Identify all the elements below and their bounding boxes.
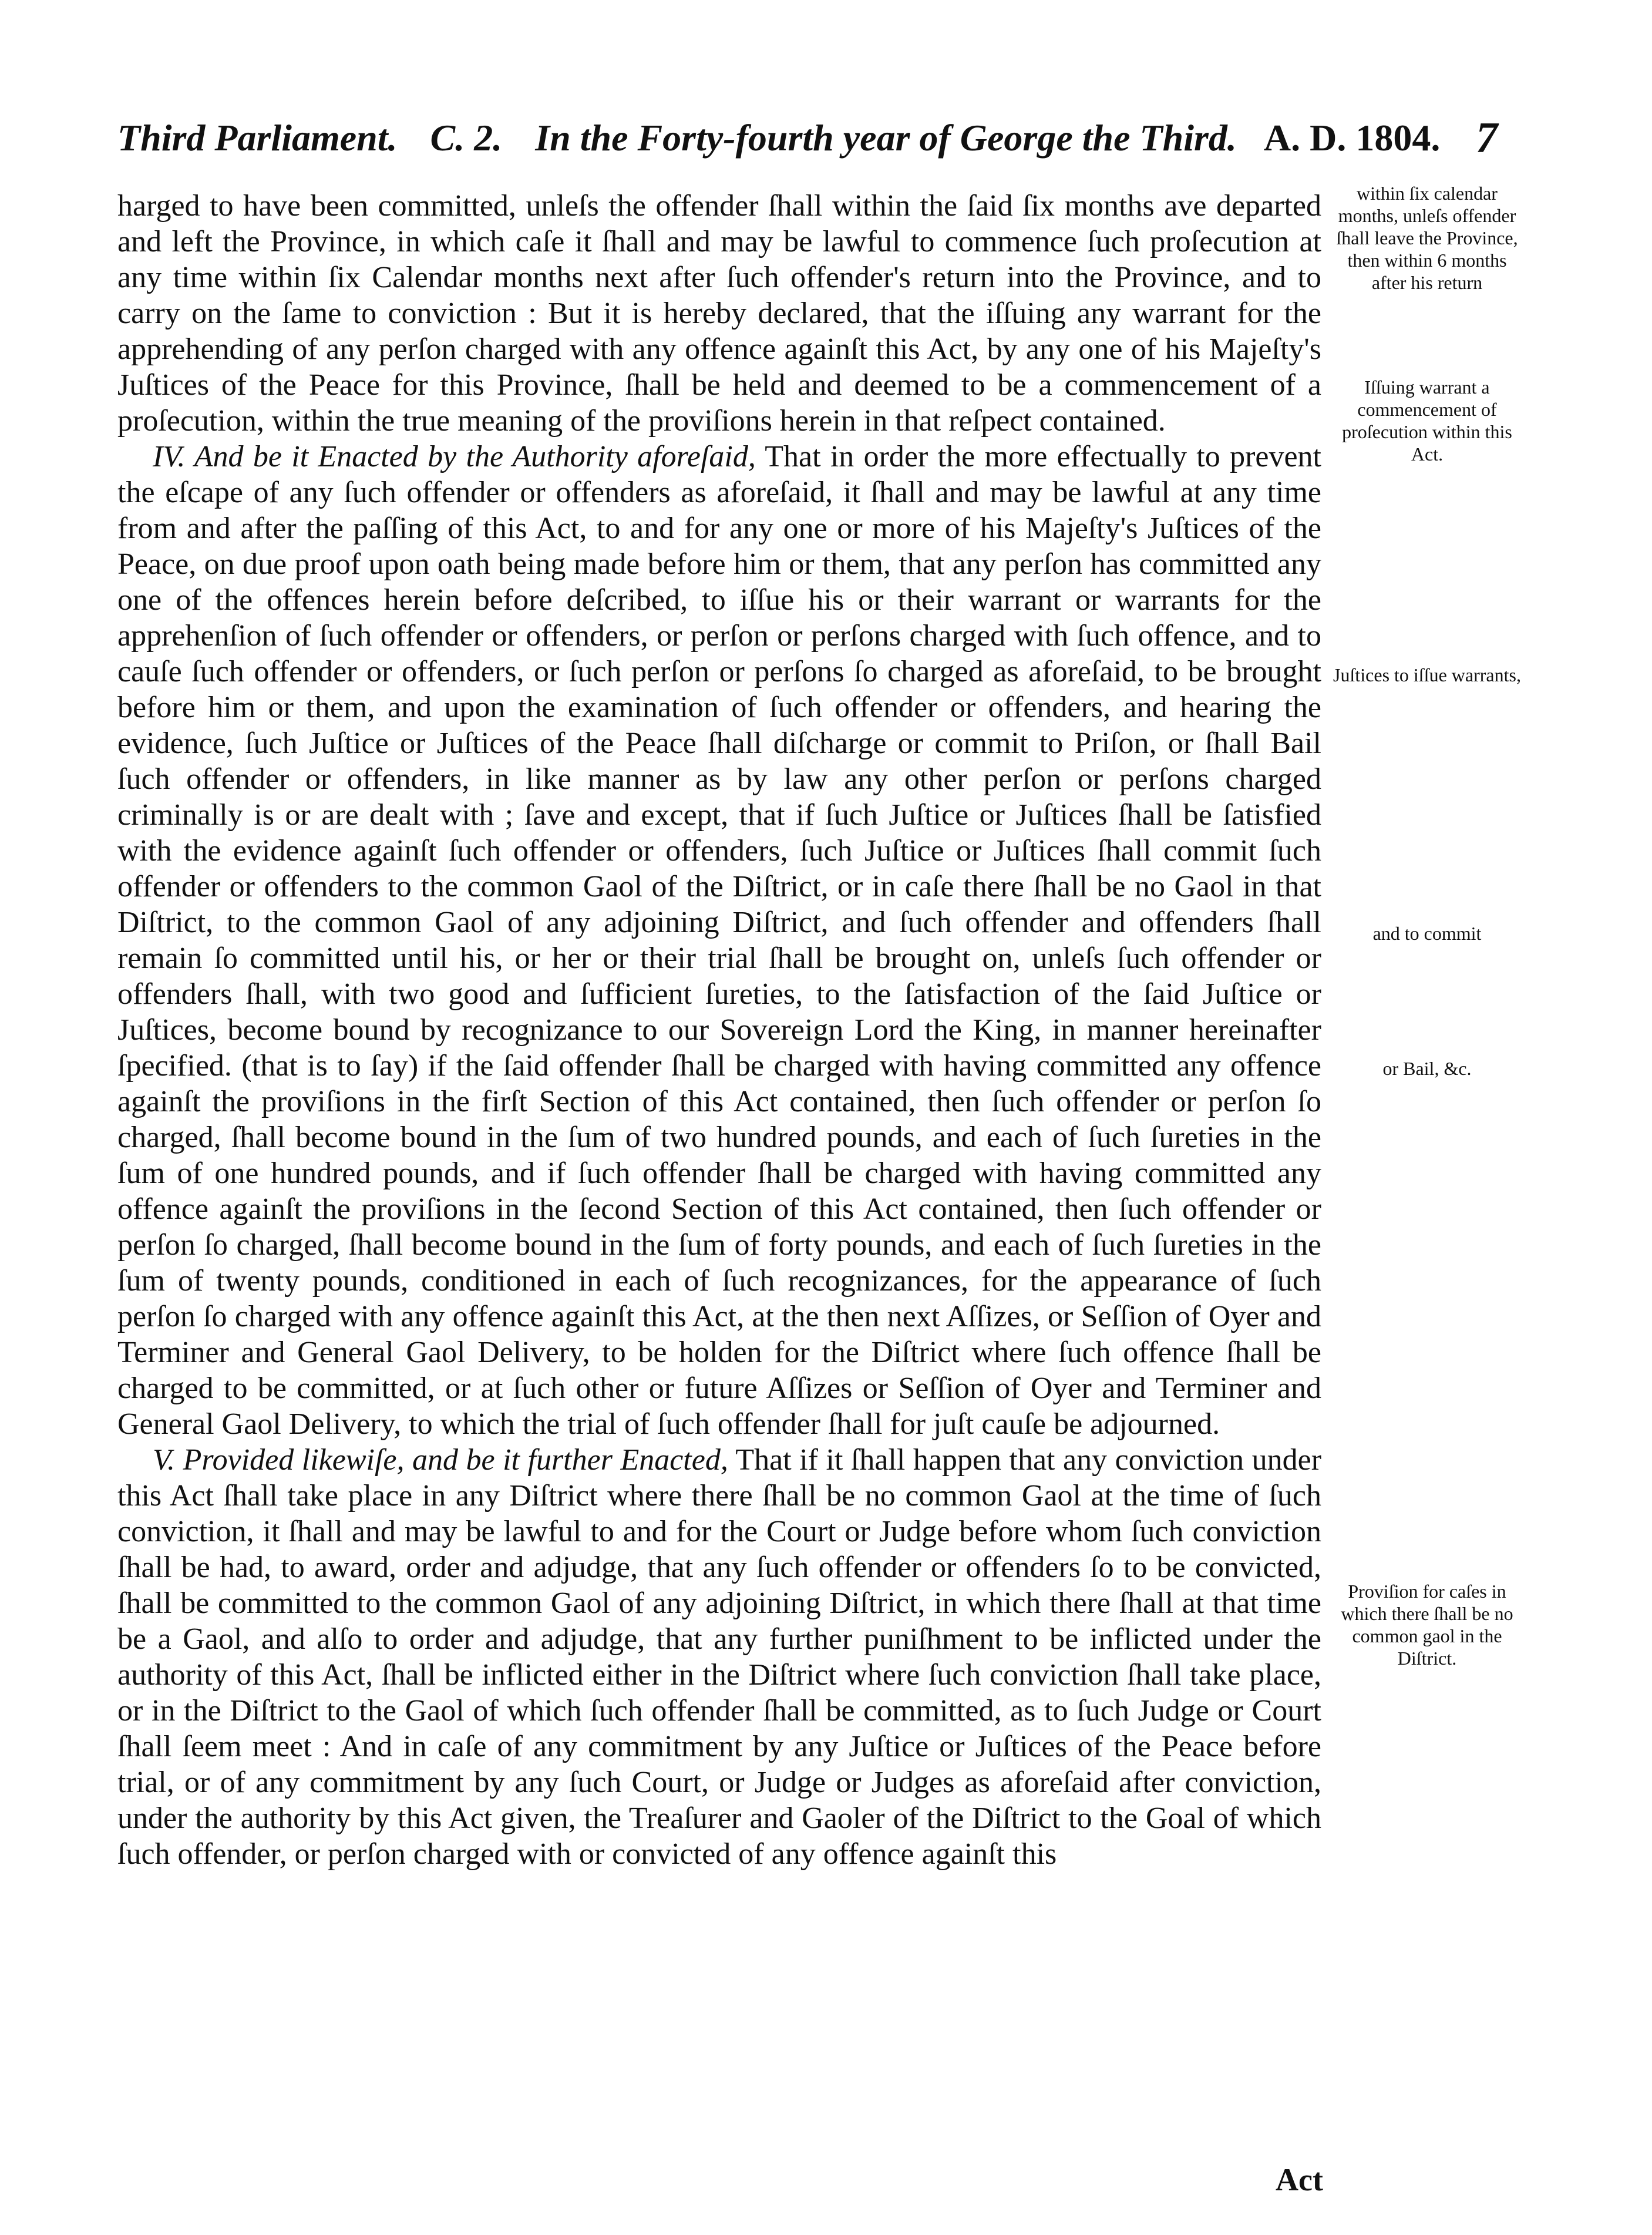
header-title: In the Forty-fourth year of George the Third.: [535, 117, 1237, 159]
margin-note: Proviſion for caſes in which there ſhall be no common gaol in the Diſtrict.: [1341, 1581, 1513, 1669]
margin-note: Juſtices to iſſue warrants,: [1333, 664, 1521, 685]
margin-note: within ſix calendar months, unleſs offender ſhall leave the Province, then within 6 months after his return: [1336, 183, 1518, 293]
header-chapter: C. 2.: [430, 117, 503, 159]
section-5-enacting-clause: V. Provided likewiſe, and be it further Enacted,: [153, 1443, 728, 1477]
header-parliament: Third Parliament.: [117, 117, 398, 159]
section-5-text: That if it ſhall happen that any conviction under this Act ſhall take place in any Diſtrict where there ſhall be no common Gaol at the time of ſuch conviction, it ſhall and may be lawful to and for the Court or Judge before whom ſuch conviction ſhall be had, to award, order and adjudge, that any ſuch offender or offenders ſo to be convicted, ſhall be committed to the common Gaol of any adjoining Diſtrict, in which there ſhall at that time be a Gaol, and alſo to order and adjudge, that any further puniſhment to be inflicted under the authority of this Act, ſhall be inflicted either in the Diſtrict where ſuch conviction ſhall take place, or in the Diſtrict to the Gaol of which ſuch offender ſhall be committed, as to ſuch Judge or Court ſhall ſeem meet : And in caſe of any commitment by any Juſtice or Juſtices of the Peace before trial, or of any commitment by any ſuch Court, or Judge or Judges as aforeſaid after conviction, under the authority by this Act given, the Treaſurer and Gaoler of the Diſtrict to the Goal of which ſuch offender, or perſon charged with or convicted of any offence againſt this: [117, 1443, 1322, 1871]
main-text: [117, 188, 1321, 1872]
paragraph-continuation: harged to have been committed, unleſs the offender ſhall within the ſaid ſix months ave departed and left the Province, in which caſe it ſhall and may be lawful to commence ſuch proſecution at any time within ſix Calendar months next after ſuch offender's return into the Province, and to carry on the ſame to conviction : But it is hereby declared, that the iſſuing any warrant for the apprehending of any perſon charged with any offence againſt this Act, by any one of his Majeſty's Juſtices of the Peace for this Province, ſhall be held and deemed to be a commencement of a proſecution, within the true meaning of the proviſions herein in that reſpect contained.: [117, 189, 1321, 438]
section-4-text: That in order the more effectually to prevent the eſcape of any ſuch offender or offenders as aforeſaid, it ſhall and may be lawful at any time from and after the paſſing of this Act, to and for any one or more of his Majeſty's Juſtices of the Peace, on due proof upon oath being made before him or them, that any perſon has committed any one of the offences herein before deſcribed, to iſſue his or their warrant or warrants for the apprehenſion of ſuch offender or offenders, or perſon or perſons charged with ſuch offence, and to cauſe ſuch offender or offenders, or ſuch perſon or perſons ſo charged as aforeſaid, to be brought before him or them, and upon the examination of ſuch offender or offenders, and hearing the evidence, ſuch Juſtice or Juſtices of the Peace ſhall diſcharge or commit to Priſon, or ſhall Bail ſuch offender or offenders, in like manner as by law any other perſon or perſons charged criminally is or are dealt with ; ſave and except, that if ſuch Juſtice or Juſtices ſhall be ſatisfied with the evidence againſt ſuch offender or offenders, ſuch Juſtice or Juſtices ſhall commit ſuch offender or offenders to the common Gaol of the Diſtrict, or in caſe there ſhall be no Gaol in that Diſtrict, to the common Gaol of any adjoining Diſtrict, and ſuch offender and offenders ſhall remain ſo committed until his, or her or their trial ſhall be brought on, unleſs ſuch offender or offenders ſhall, with two good and ſufficient ſureties, to the ſatisfaction of the ſaid Juſtice or Juſtices, become bound by recognizance to our Sovereign Lord the King, in manner hereinafter ſpecified. (that is to ſay) if the ſaid offender ſhall be charged with having committed any offence againſt the proviſions in the firſt Section of this Act contained, then ſuch offender or perſon ſo charged, ſhall become bound in the ſum of two hundred pounds, and each of ſuch ſureties in the ſum of one hundred pounds, and if ſuch offender ſhall be charged with having committed any offence againſt the proviſions in the ſecond Section of this Act contained, then ſuch offender or perſon ſo charged, ſhall become bound in the ſum of forty pounds, and each of ſuch ſureties in the ſum of twenty pounds, conditioned in each of ſuch recognizances, for the appearance of ſuch perſon ſo charged with any offence againſt this Act, at the then next Aſſizes, or Seſſion of Oyer and Terminer and General Gaol Delivery, to be holden for the Diſtrict where ſuch offence ſhall be charged to be committed, or at ſuch other or future Aſſizes or Seſſion of Oyer and Terminer and General Gaol Delivery, to which the trial of ſuch offender ſhall for juſt cauſe be adjourned.: [117, 440, 1321, 1441]
section-5: [117, 1442, 1321, 1872]
catchword: Act: [1276, 2162, 1323, 2197]
margin-note: and to commit: [1372, 923, 1482, 944]
margin-note: Iſſuing warrant a commencement of proſecution within this Act.: [1342, 377, 1512, 465]
header-date: A. D. 1804.: [1263, 117, 1441, 159]
page-number: 7: [1476, 114, 1498, 162]
section-4-enacting-clause: IV. And be it Enacted by the Authority aforeſaid,: [153, 440, 756, 473]
margin-note: or Bail, &c.: [1382, 1058, 1472, 1079]
section-4: [117, 439, 1321, 1442]
running-header: [117, 106, 1498, 170]
